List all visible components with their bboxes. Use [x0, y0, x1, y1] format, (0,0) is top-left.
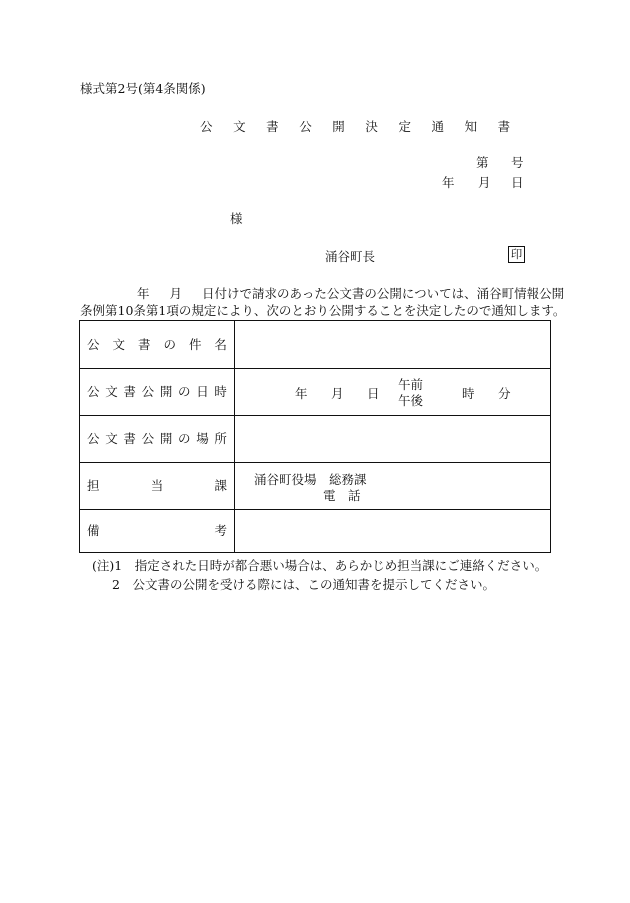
- datetime-pm: 午後: [398, 393, 424, 408]
- datetime-month: 月: [331, 386, 344, 401]
- body-text-1: 日付けで請求のあった公文書の公開については、涌谷町情報公開: [202, 286, 565, 301]
- datetime-year: 年: [295, 386, 308, 401]
- table-row: [80, 509, 550, 552]
- note-2: 2 公文書の公開を受ける際には、この通知書を提示してください。: [112, 577, 495, 592]
- table-column-divider: [234, 321, 235, 552]
- recipient-honorific: 様: [230, 211, 243, 226]
- row-label-datetime: 公 文 書 公 開 の 日 時: [87, 383, 227, 399]
- row-label-subject: 公 文 書 の 件 名: [87, 336, 227, 352]
- seal-stamp: 印: [508, 246, 525, 263]
- note-1: (注)1 指定された日時が都合悪い場合は、あらかじめ担当課にご連絡ください。: [92, 558, 548, 573]
- issue-date-month: 月: [478, 175, 491, 190]
- row-label-remarks: 備 考: [87, 522, 227, 538]
- datetime-hour: 時: [462, 386, 475, 401]
- document-title: 公 文 書 公 開 決 定 通 知 書: [200, 119, 519, 134]
- table-row: [80, 462, 550, 509]
- body-line-1: [137, 288, 564, 301]
- form-number-label: 様式第2号(第4条関係): [80, 81, 206, 96]
- sender-title: 涌谷町長: [325, 249, 376, 264]
- row-label-location: 公 文 書 公 開 の 場 所: [87, 430, 227, 446]
- department-phone-label: 電 話: [323, 488, 361, 503]
- row-label-department: 担 当 課: [87, 477, 227, 493]
- table-row: [80, 368, 550, 415]
- table-row: [80, 415, 550, 462]
- doc-number-prefix: 第: [476, 155, 489, 170]
- datetime-minute: 分: [498, 386, 511, 401]
- issue-date-year: 年: [442, 175, 455, 190]
- body-line-2: 条例第10条第1項の規定により、次のとおり公開することを決定したので通知します。: [80, 303, 566, 318]
- issue-date-day: 日: [511, 175, 524, 190]
- notice-table: [79, 320, 551, 553]
- datetime-am: 午前: [398, 377, 424, 392]
- body-month: 月: [169, 286, 183, 301]
- department-office: 涌谷町役場 総務課: [254, 472, 367, 487]
- table-row: [80, 321, 550, 368]
- body-year: 年: [137, 286, 150, 301]
- doc-number-suffix: 号: [511, 155, 524, 170]
- datetime-day: 日: [367, 386, 380, 401]
